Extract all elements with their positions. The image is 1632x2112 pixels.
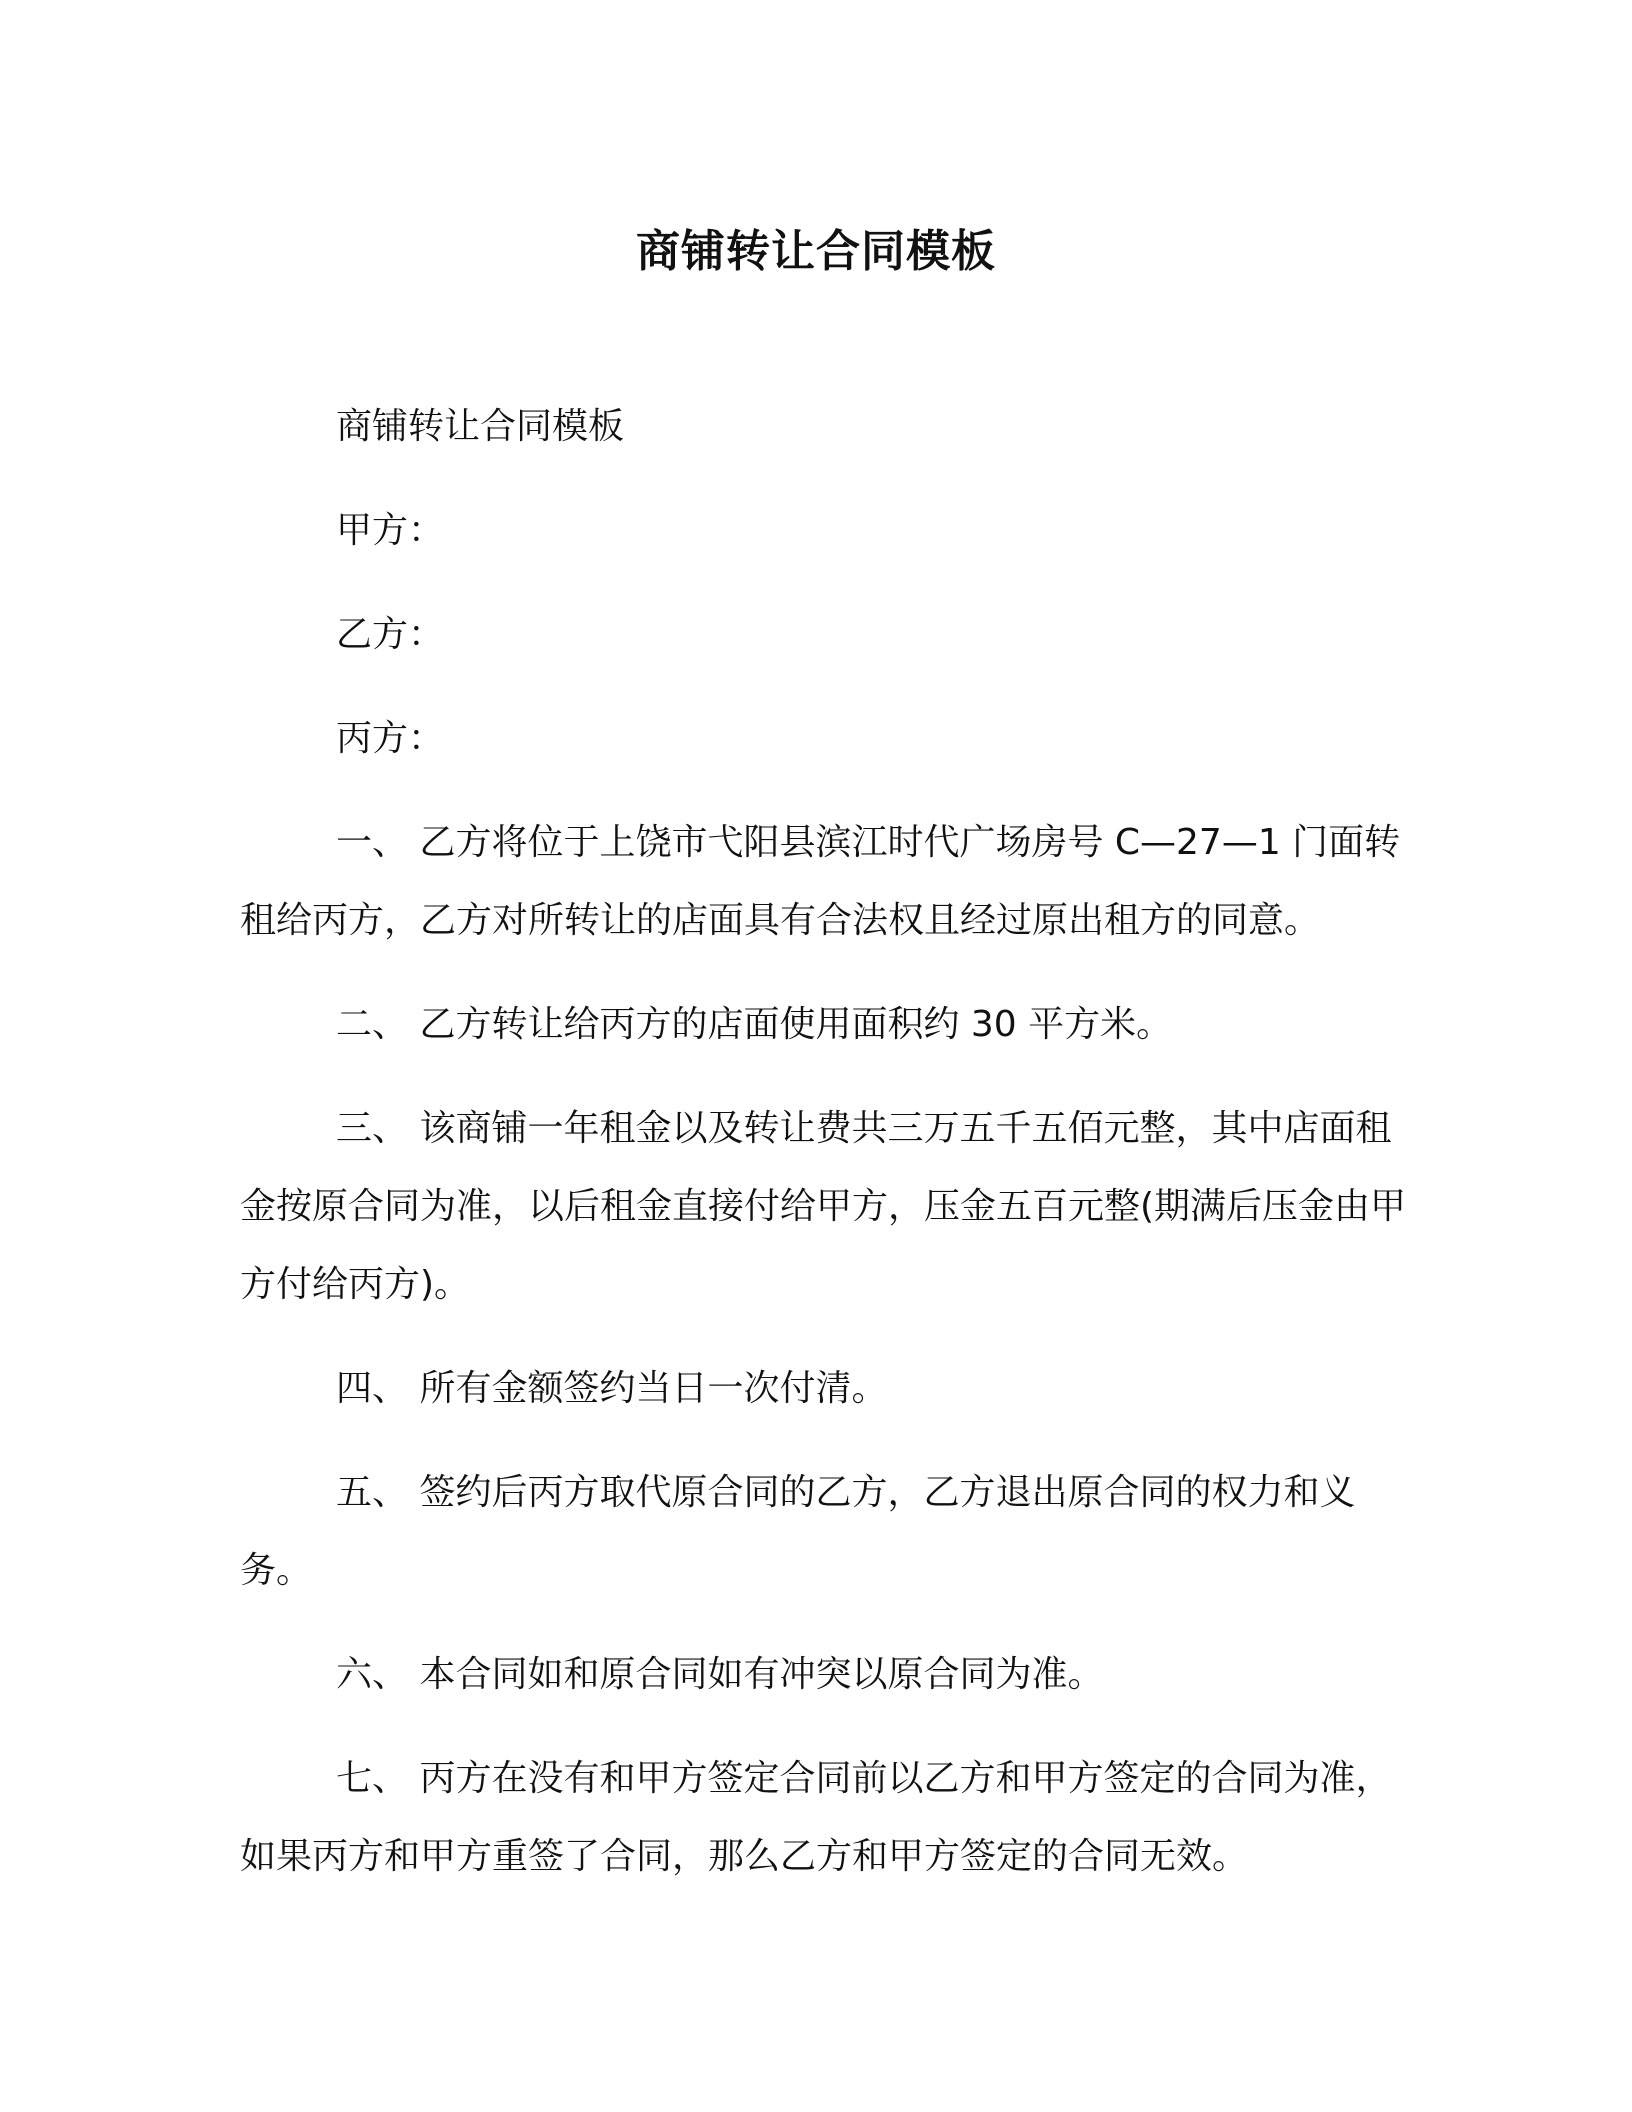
party-c-label: 丙方：: [336, 718, 445, 759]
document-title: 商铺转让合同模板: [636, 226, 996, 277]
clause-7: 七、 丙方在没有和甲方签定合同前以乙方和甲方签定的合同为准，如果丙方和甲方重签了合同，那么乙方和甲方签定的合同无效。: [240, 1758, 1392, 1877]
clause-4: 四、 所有金额签约当日一次付清。: [336, 1368, 888, 1409]
document-body: [240, 388, 1420, 1922]
clause-2: 二、 乙方转让给丙方的店面使用面积约 30 平方米。: [336, 1004, 1173, 1045]
clause-5: 五、 签约后丙方取代原合同的乙方，乙方退出原合同的权力和义务。: [240, 1472, 1356, 1591]
party-a-label: 甲方：: [336, 510, 445, 551]
clause-1: 一、 乙方将位于上饶市弋阳县滨江时代广场房号 C—27—1 门面转租给丙方，乙方对所转让的店面具有合法权且经过原出租方的同意。: [240, 822, 1401, 941]
clause-3: 三、 该商铺一年租金以及转让费共三万五千五佰元整，其中店面租金按原合同为准，以后租金直接付给甲方，压金五百元整(期满后压金由甲方付给丙方)。: [240, 1108, 1407, 1305]
clause-6: 六、 本合同如和原合同如有冲突以原合同为准。: [336, 1654, 1104, 1695]
party-b-label: 乙方：: [336, 614, 445, 655]
document-subtitle: 商铺转让合同模板: [336, 406, 625, 447]
